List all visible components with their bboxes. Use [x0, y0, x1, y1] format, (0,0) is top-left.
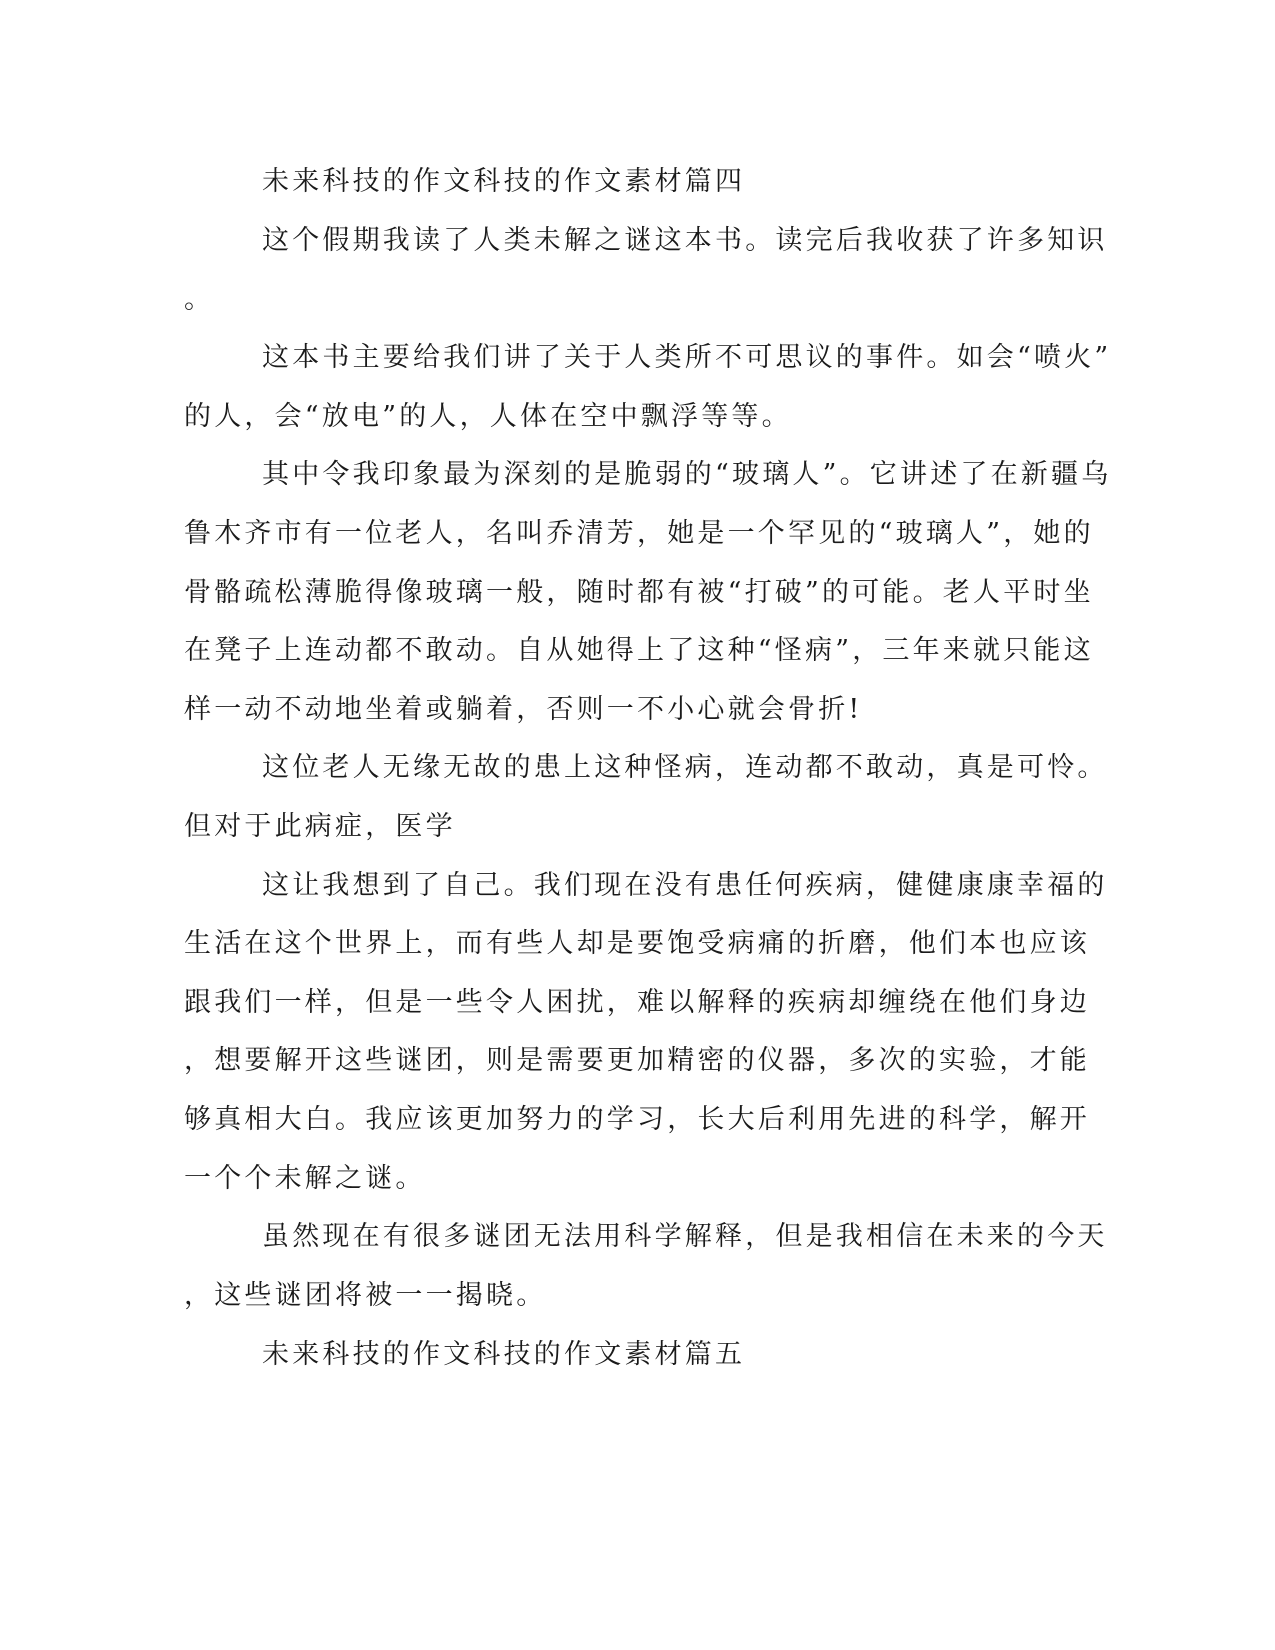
paragraph-line: 这位老人无缘无故的患上这种怪病，连动都不敢动，真是可怜。	[262, 752, 1108, 783]
paragraph-line: 其中令我印象最为深刻的是脆弱的“玻璃人”。它讲述了在新疆乌	[262, 459, 1112, 490]
paragraph-line: 样一动不动地坐着或躺着，否则一不小心就会骨折!	[184, 694, 863, 725]
paragraph-line: 生活在这个世界上，而有些人却是要饱受病痛的折磨，他们本也应该	[184, 928, 1090, 959]
paragraph-line: 虽然现在有很多谜团无法用科学解释，但是我相信在未来的今天	[262, 1221, 1108, 1252]
paragraph-line: 这让我想到了自己。我们现在没有患任何疾病，健健康康幸福的	[262, 870, 1108, 901]
paragraph-line: 跟我们一样，但是一些令人困扰，难以解释的疾病却缠绕在他们身边	[184, 987, 1090, 1018]
paragraph-line: 这个假期我读了人类未解之谜这本书。读完后我收获了许多知识	[262, 225, 1108, 256]
paragraph-line: 。	[184, 284, 215, 315]
paragraph-line: 骨骼疏松薄脆得像玻璃一般，随时都有被“打破”的可能。老人平时坐	[184, 577, 1094, 608]
paragraph-line: 但对于此病症，医学	[184, 811, 456, 842]
paragraph-line: 够真相大白。我应该更加努力的学习，长大后利用先进的科学，解开	[184, 1104, 1090, 1135]
section-heading-5: 未来科技的作文科技的作文素材篇五	[262, 1339, 746, 1370]
paragraph-line: ，想要解开这些谜团，则是需要更加精密的仪器，多次的实验，才能	[184, 1045, 1090, 1076]
section-heading-4: 未来科技的作文科技的作文素材篇四	[262, 166, 746, 197]
paragraph-line: ，这些谜团将被一一揭晓。	[184, 1280, 547, 1311]
paragraph-line: 的人，会“放电”的人，人体在空中飘浮等等。	[184, 401, 792, 432]
paragraph-line: 这本书主要给我们讲了关于人类所不可思议的事件。如会“喷火”	[262, 342, 1112, 373]
paragraph-line: 一个个未解之谜。	[184, 1163, 426, 1194]
paragraph-line: 在凳子上连动都不敢动。自从她得上了这种“怪病”，三年来就只能这	[184, 635, 1094, 666]
paragraph-line: 鲁木齐市有一位老人，名叫乔清芳，她是一个罕见的“玻璃人”，她的	[184, 518, 1094, 549]
